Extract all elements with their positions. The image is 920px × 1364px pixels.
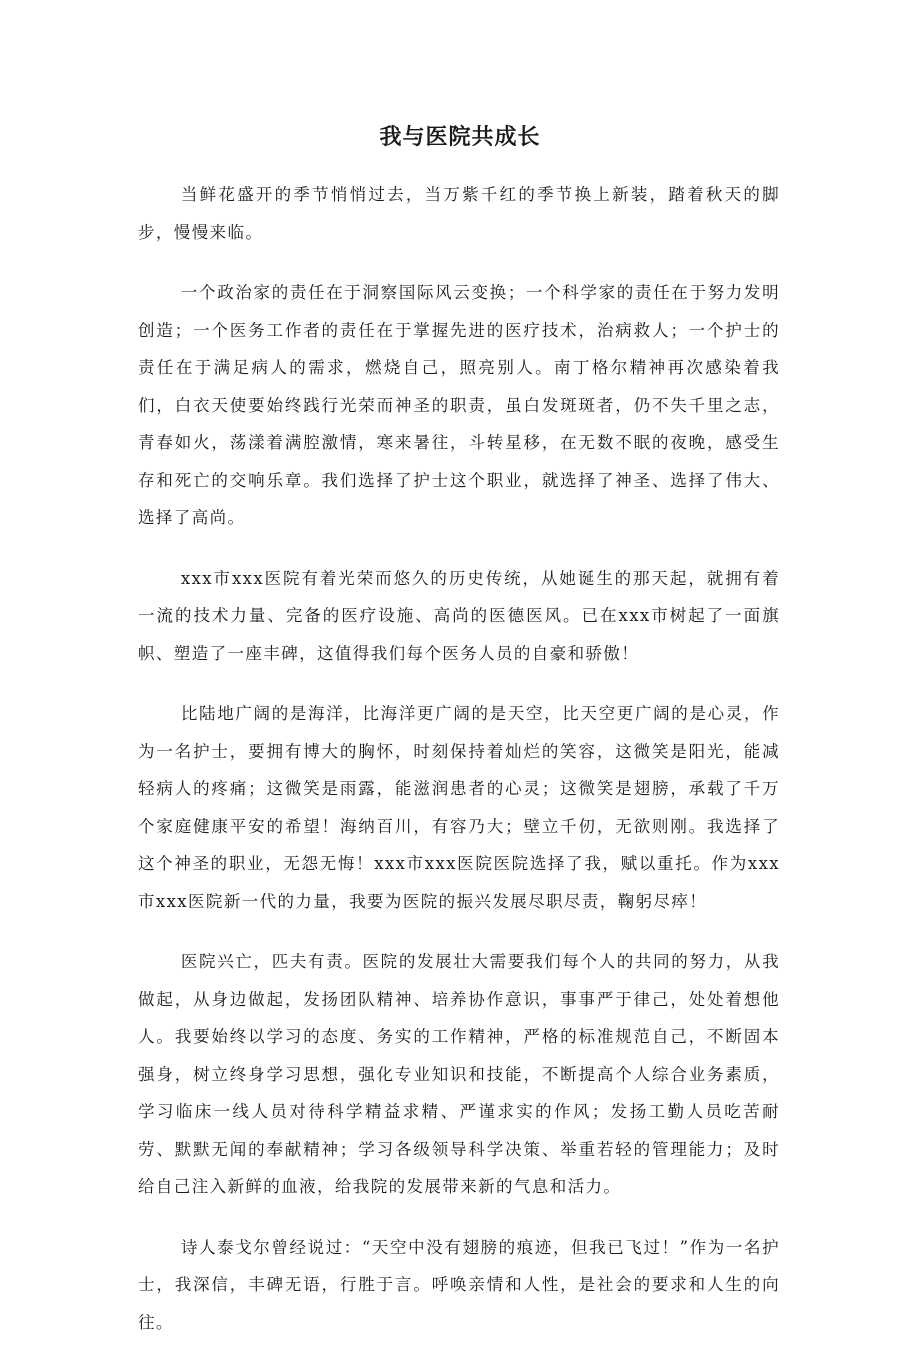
document-body — [138, 176, 780, 1364]
paragraph-4: 比陆地广阔的是海洋，比海洋更广阔的是天空，比天空更广阔的是心灵，作为一名护士，要拥有博大的胸怀，时刻保持着灿烂的笑容，这微笑是阳光，能减轻病人的疼痛；这微笑是雨露，能滋润患者的心灵；这微笑是翅膀，承载了千万个家庭健康平安的希望！海纳百川，有容乃大；壁立千仞，无欲则刚。我选择了这个神圣的职业，无怨无悔！xxx市xxx医院医院选择了我，赋以重托。作为xxx市xxx医院新一代的力量，我要为医院的振兴发展尽职尽责，鞠躬尽瘁！ — [138, 704, 780, 911]
paragraph-2: 一个政治家的责任在于洞察国际风云变换；一个科学家的责任在于努力发明创造；一个医务工作者的责任在于掌握先进的医疗技术，治病救人；一个护士的责任在于满足病人的需求，燃烧自己，照亮别人。南丁格尔精神再次感染着我们，白衣天使要始终践行光荣而神圣的职责，虽白发斑斑者，仍不失千里之志，青春如火，荡漾着满腔激情，寒来暑往，斗转星移，在无数不眠的夜晚，感受生存和死亡的交响乐章。我们选择了护士这个职业，就选择了神圣、选择了伟大、选择了高尚。 — [138, 283, 780, 527]
paragraph-5: 医院兴亡，匹夫有责。医院的发展壮大需要我们每个人的共同的努力，从我做起，从身边做起，发扬团队精神、培养协作意识，事事严于律己，处处着想他人。我要始终以学习的态度、务实的工作精神，严格的标准规范自己，不断固本强身，树立终身学习思想，强化专业知识和技能，不断提高个人综合业务素质，学习临床一线人员对待科学精益求精、严谨求实的作风；发扬工勤人员吃苦耐劳、默默无闻的奉献精神；学习各级领导科学决策、举重若轻的管理能力；及时给自己注入新鲜的血液，给我院的发展带来新的气息和活力。 — [138, 952, 780, 1196]
paragraph-3: xxx市xxx医院有着光荣而悠久的历史传统，从她诞生的那天起，就拥有着一流的技术力量、完备的医疗设施、高尚的医德医风。已在xxx市树起了一面旗帜、塑造了一座丰碑，这值得我们每个医务人员的自豪和骄傲！ — [138, 568, 780, 663]
paragraph-1: 当鲜花盛开的季节悄悄过去，当万紫千红的季节换上新装，踏着秋天的脚步，慢慢来临。 — [138, 185, 780, 242]
paragraph-6: 诗人泰戈尔曾经说过：“天空中没有翅膀的痕迹，但我已飞过！”作为一名护士，我深信，丰碑无语，行胜于言。呼唤亲情和人性，是社会的要求和人生的向往。 — [138, 1237, 780, 1332]
document-title: 我与医院共成长 — [379, 125, 541, 150]
